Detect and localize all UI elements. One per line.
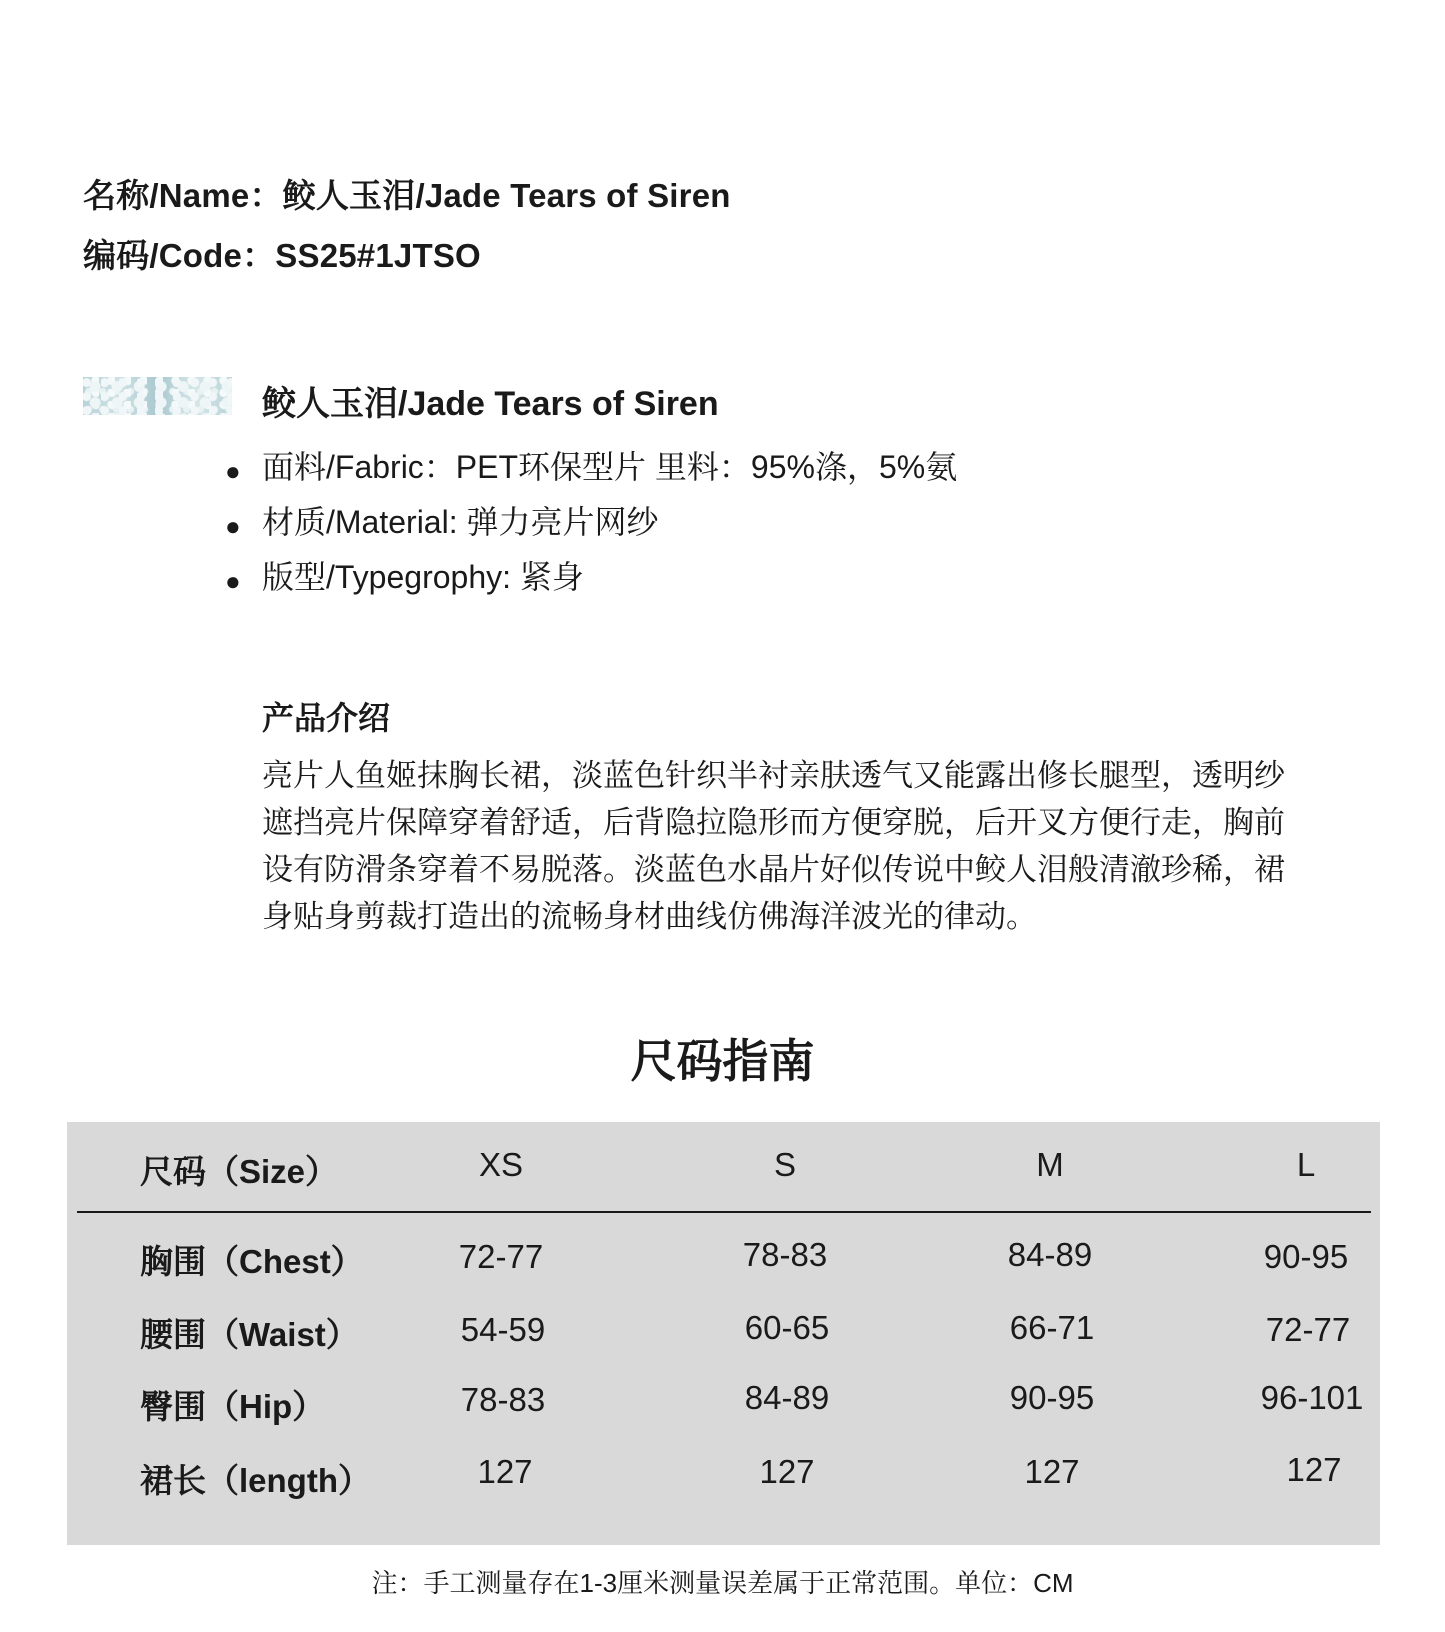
intro-line: 遮挡亮片保障穿着舒适，后背隐拉隐形而方便穿脱，后开叉方便行走，胸前 bbox=[262, 805, 1285, 840]
spec-text: 材质/Material: 弹力亮片网纱 bbox=[262, 504, 659, 540]
spec-text: 面料/Fabric：PET环保型片 里料：95%涤，5%氨 bbox=[262, 449, 958, 485]
row-label-length: 裙长（length） bbox=[140, 1462, 371, 1499]
product-name-line: 名称/Name：鲛人玉泪/Jade Tears of Siren bbox=[83, 177, 731, 214]
table-cell: 127 bbox=[1024, 1453, 1080, 1490]
table-cell: 90-95 bbox=[1009, 1379, 1095, 1416]
size-guide-title: 尺码指南 bbox=[630, 1035, 815, 1087]
product-title: 鲛人玉泪/Jade Tears of Siren bbox=[262, 385, 719, 423]
table-cell: 66-71 bbox=[1009, 1309, 1095, 1346]
header-divider bbox=[77, 1211, 1371, 1213]
fabric-swatch-image bbox=[83, 377, 232, 415]
table-cell: 72-77 bbox=[458, 1238, 544, 1275]
row-label-waist: 腰围（Waist） bbox=[140, 1316, 359, 1353]
intro-line: 身贴身剪裁打造出的流畅身材曲线仿佛海洋波光的律动。 bbox=[262, 899, 1037, 934]
size-col-s: S bbox=[773, 1146, 797, 1183]
size-table bbox=[67, 1122, 1380, 1545]
table-cell: 72-77 bbox=[1265, 1311, 1351, 1348]
table-cell: 60-65 bbox=[744, 1309, 830, 1346]
row-label-chest: 胸围（Chest） bbox=[140, 1243, 364, 1280]
table-cell: 78-83 bbox=[742, 1236, 828, 1273]
measurement-note: 注：手工测量存在1-3厘米测量误差属于正常范围。单位：CM bbox=[371, 1568, 1074, 1598]
table-cell: 127 bbox=[477, 1453, 533, 1490]
bullet-icon: ● bbox=[225, 566, 241, 596]
table-cell: 90-95 bbox=[1263, 1238, 1349, 1275]
table-cell: 127 bbox=[1286, 1451, 1342, 1488]
size-header-label: 尺码（Size） bbox=[140, 1153, 339, 1190]
table-cell: 84-89 bbox=[1007, 1236, 1093, 1273]
intro-paragraph bbox=[262, 752, 1392, 940]
table-cell: 96-101 bbox=[1260, 1379, 1364, 1416]
product-code-line: 编码/Code：SS25#1JTSO bbox=[83, 237, 481, 274]
bullet-icon: ● bbox=[225, 511, 241, 541]
spec-text: 版型/Typegrophy: 紧身 bbox=[262, 559, 584, 595]
bullet-icon: ● bbox=[225, 456, 241, 486]
size-col-l: L bbox=[1296, 1146, 1316, 1183]
table-cell: 78-83 bbox=[460, 1381, 546, 1418]
intro-heading: 产品介绍 bbox=[262, 700, 391, 736]
size-col-xs: XS bbox=[478, 1146, 524, 1183]
table-cell: 54-59 bbox=[460, 1311, 546, 1348]
intro-line: 设有防滑条穿着不易脱落。淡蓝色水晶片好似传说中鲛人泪般清澈珍稀，裙 bbox=[262, 852, 1285, 887]
size-col-m: M bbox=[1036, 1146, 1064, 1183]
row-label-hip: 臀围（Hip） bbox=[140, 1388, 326, 1425]
intro-line: 亮片人鱼姬抹胸长裙，淡蓝色针织半衬亲肤透气又能露出修长腿型，透明纱 bbox=[262, 758, 1285, 793]
table-cell: 127 bbox=[759, 1453, 815, 1490]
table-cell: 84-89 bbox=[744, 1379, 830, 1416]
